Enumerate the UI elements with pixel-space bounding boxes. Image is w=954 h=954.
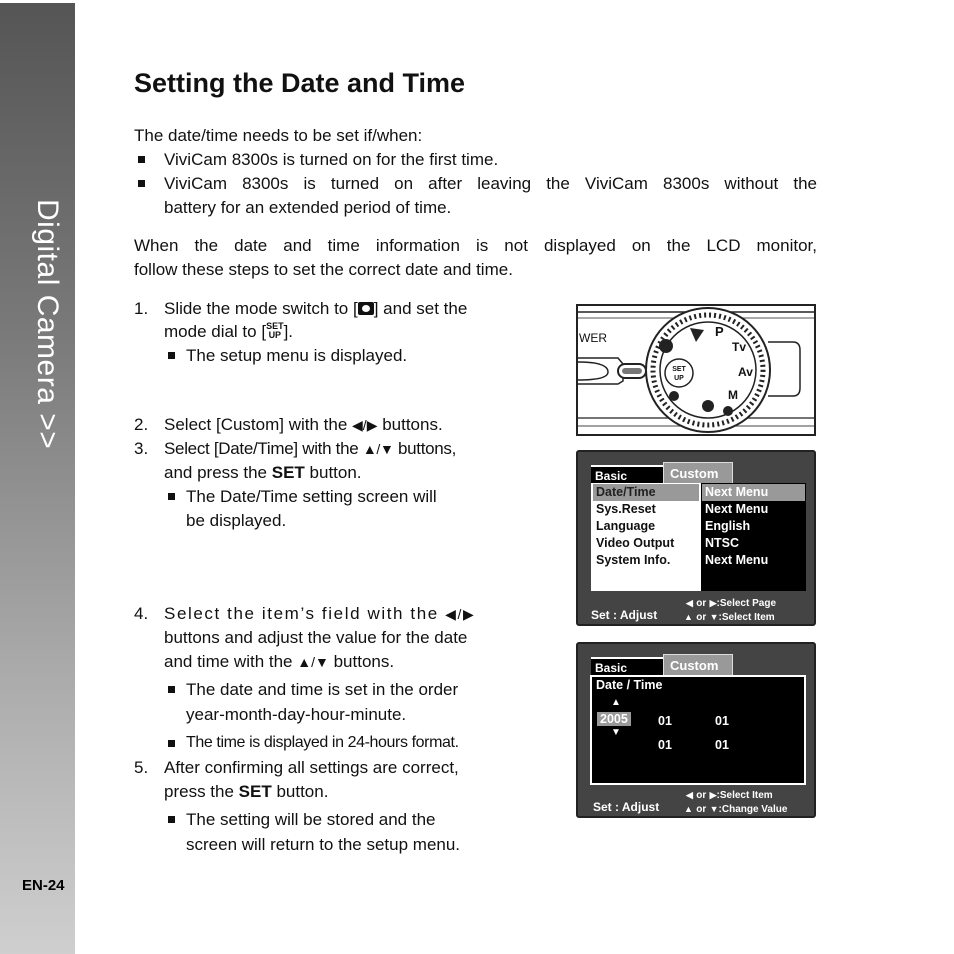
set-adjust-label: Set : Adjust xyxy=(591,608,658,622)
step-3-line-2: and press the SET button. xyxy=(164,463,362,482)
step-number: 3. xyxy=(134,439,149,458)
tab-basic: Basic xyxy=(591,465,663,483)
step-3-note-1: The Date/Time setting screen will xyxy=(186,487,437,506)
step-5-note-2: screen will return to the setup menu. xyxy=(186,835,461,854)
step-3-line-1: Select [Date/Time] with the ▲/▼ buttons, xyxy=(164,439,457,458)
dial-letter-av: Av xyxy=(738,365,753,379)
menu-item: Date/Time xyxy=(593,484,699,501)
step-1-line-1: Slide the mode switch to [ ] and set the xyxy=(164,299,468,318)
step-4-note-1b: year-month-day-hour-minute. xyxy=(186,705,407,724)
month-field[interactable]: 01 xyxy=(658,714,672,728)
para-line-1: When the date and time information is not displayed on the LCD monitor, xyxy=(134,236,817,255)
tab-custom: Custom xyxy=(663,654,733,675)
menu-items-panel xyxy=(591,483,701,591)
step-4-note-1a: The date and time is set in the order xyxy=(186,680,459,699)
dial-letter-m: M xyxy=(728,388,738,402)
intro-bullet-2: ViviCam 8300s is turned on after leaving the ViviCam 8300s without the xyxy=(164,174,817,193)
bullet-icon xyxy=(168,493,175,500)
year-field[interactable]: 2005 xyxy=(597,712,631,726)
dial-letter-tv: Tv xyxy=(732,340,747,354)
dial-letter-p: P xyxy=(715,324,724,339)
menu-value: Next Menu xyxy=(705,502,769,516)
step-5-note-1: The setting will be stored and the xyxy=(186,810,436,829)
step-4-note-2: The time is displayed in 24-hours format. xyxy=(186,734,459,751)
step-number: 5. xyxy=(134,758,149,777)
datetime-screen xyxy=(576,642,816,818)
step-number: 2. xyxy=(134,415,149,434)
camera-mode-icon xyxy=(358,302,374,315)
page-number: EN-24 xyxy=(22,877,65,894)
step-1-line-2: mode dial to [SET UP ]. xyxy=(164,321,294,341)
menu-value: Next Menu xyxy=(702,484,805,501)
intro-lead: The date/time needs to be set if/when: xyxy=(134,126,423,145)
bullet-icon xyxy=(168,352,175,359)
datetime-heading: Date / Time xyxy=(596,678,663,692)
menu-item: Video Output xyxy=(596,536,675,550)
up-arrow-icon: ▲ xyxy=(611,697,621,708)
step-4-line-3: and time with the ▲/▼ buttons. xyxy=(164,652,395,671)
camera-dial-illustration xyxy=(576,304,816,436)
step-1-note: The setup menu is displayed. xyxy=(186,346,408,365)
day-field[interactable]: 01 xyxy=(715,714,729,728)
menu-value: English xyxy=(705,519,751,533)
intro-bullet-2-cont: battery for an extended period of time. xyxy=(164,198,452,217)
page-title: Setting the Date and Time xyxy=(134,68,466,98)
menu-item: System Info. xyxy=(596,553,671,567)
down-arrow-icon: ▼ xyxy=(611,727,621,738)
hint-select-item: ▲ or ▼:Select Item xyxy=(684,612,775,623)
bullet-icon xyxy=(168,816,175,823)
bullet-icon xyxy=(168,740,175,747)
step-3-note-2: be displayed. xyxy=(186,511,287,530)
step-2-line: Select [Custom] with the ◀/▶ buttons. xyxy=(164,415,443,434)
menu-value: Next Menu xyxy=(705,553,769,567)
hint-select-item: ◀ or ▶:Select Item xyxy=(686,790,773,801)
step-number: 1. xyxy=(134,299,149,318)
svg-text:SET: SET xyxy=(672,366,686,373)
hour-field[interactable]: 01 xyxy=(658,738,672,752)
step-number: 4. xyxy=(134,604,149,623)
menu-value: NTSC xyxy=(705,536,740,550)
step-4-line-1: Select the item’s field with the ◀/▶ xyxy=(164,604,476,623)
menu-item: Language xyxy=(596,519,656,533)
set-adjust-label: Set : Adjust xyxy=(593,800,660,814)
bullet-icon xyxy=(168,686,175,693)
intro-bullet-1: ViviCam 8300s is turned on for the first time. xyxy=(164,150,499,169)
tab-custom: Custom xyxy=(663,462,733,483)
mode-dial-icon xyxy=(578,306,814,434)
svg-text:UP: UP xyxy=(674,375,684,382)
step-4-line-2: buttons and adjust the value for the date xyxy=(164,628,468,647)
minute-field[interactable]: 01 xyxy=(715,738,729,752)
sidebar xyxy=(0,3,75,954)
setup-dial-icon: SET UP xyxy=(266,321,284,340)
power-label: WER xyxy=(579,331,607,345)
hint-change-value: ▲ or ▼:Change Value xyxy=(684,804,788,815)
datetime-panel xyxy=(590,675,806,785)
para-line-2: follow these steps to set the correct date and time. xyxy=(134,260,513,279)
setup-menu-screen xyxy=(576,450,816,626)
bullet-icon xyxy=(138,180,145,187)
section-title: Digital Camera >> xyxy=(31,199,64,450)
bullet-icon xyxy=(138,156,145,163)
menu-values-panel xyxy=(701,483,806,591)
menu-item: Sys.Reset xyxy=(596,502,656,516)
step-5-line-1: After confirming all settings are correct, xyxy=(164,758,459,777)
tab-basic: Basic xyxy=(591,657,663,675)
step-5-line-2: press the SET button. xyxy=(164,782,329,801)
hint-select-page: ◀ or ▶:Select Page xyxy=(686,598,777,609)
